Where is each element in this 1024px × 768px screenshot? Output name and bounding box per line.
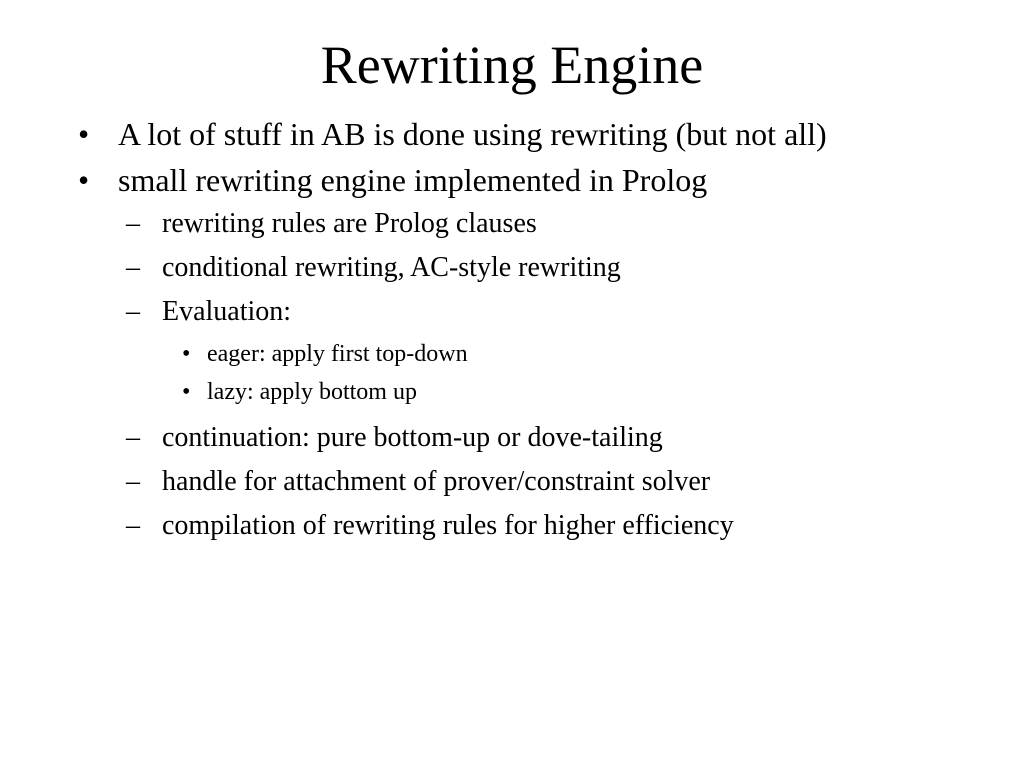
bullet-text: continuation: pure bottom-up or dove-tailing <box>162 422 663 453</box>
bullet-marker: – <box>126 466 140 497</box>
sub-sub-bullet-item <box>76 378 936 406</box>
bullet-text: A lot of stuff in AB is done using rewriting (but not all) <box>118 116 827 152</box>
bullet-marker: – <box>126 422 140 453</box>
bullet-text: lazy: apply bottom up <box>207 379 417 405</box>
sub-bullet-item <box>76 466 936 498</box>
slide-title: Rewriting Engine <box>320 35 704 95</box>
bullet-text: eager: apply first top-down <box>207 341 468 367</box>
bullet-text: compilation of rewriting rules for higher efficiency <box>162 510 734 541</box>
bullet-item <box>76 116 936 152</box>
bullet-text: conditional rewriting, AC-style rewriting <box>162 252 621 283</box>
sub-bullet-item <box>76 510 936 542</box>
bullet-text: handle for attachment of prover/constraint solver <box>162 466 711 497</box>
bullet-marker: – <box>126 208 140 239</box>
sub-bullet-item <box>76 208 936 240</box>
bullet-list <box>76 116 936 554</box>
bullet-text: rewriting rules are Prolog clauses <box>162 208 537 239</box>
sub-bullet-item <box>76 296 936 328</box>
bullet-marker: • <box>78 162 90 198</box>
bullet-marker: • <box>182 379 191 405</box>
bullet-marker: – <box>126 252 140 283</box>
bullet-marker: • <box>78 116 90 152</box>
sub-bullet-item <box>76 252 936 284</box>
bullet-text: Evaluation: <box>162 296 292 327</box>
bullet-marker: • <box>182 341 191 367</box>
sub-sub-bullet-item <box>76 340 936 368</box>
bullet-marker: – <box>126 296 140 327</box>
bullet-item <box>76 162 936 198</box>
sub-bullet-item <box>76 422 936 454</box>
bullet-marker: – <box>126 510 140 541</box>
bullet-text: small rewriting engine implemented in Prolog <box>118 162 708 198</box>
